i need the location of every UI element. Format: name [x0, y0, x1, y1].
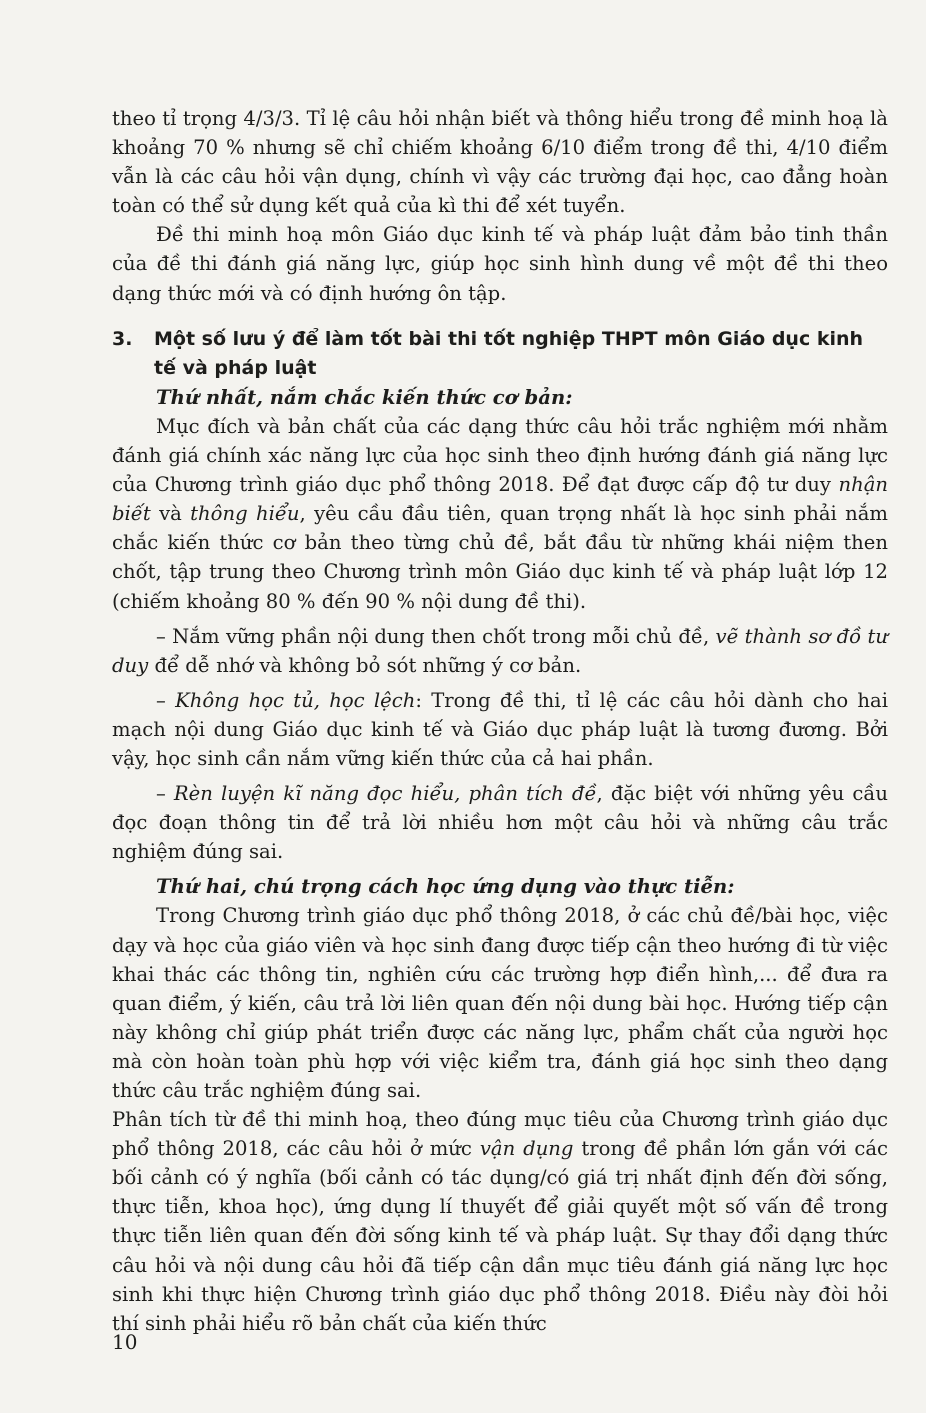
term-van-dung: vận dụng — [479, 1137, 574, 1161]
paragraph-exam-sample: Đề thi minh hoạ môn Giáo dục kinh tế và pháp luật đảm bảo tinh thần của đề thi đánh giá năng lực, giúp học sinh hình dung về một đề thi theo dạng thức mới và có định hướng ôn tập. — [112, 223, 888, 305]
paragraph-purpose: Mục đích và bản chất của các dạng thức câu hỏi trắc nghiệm mới nhằm đánh giá chính xác năng lực của học sinh theo định hướng đánh giá năng lực của Chương trình giáo dục phổ thông 2018. Để đạt được cấp độ tư duy nhận biết và thông hiểu, yêu cầu đầu tiên, quan trọng nhất là học sinh phải nắm chắc kiến thức cơ bản theo từng chủ đề, bắt đầu từ những khái niệm then chốt, tập trung theo Chương trình môn Giáo dục kinh tế và pháp luật lớp 12 (chiếm khoảng 80 % đến 90 % nội dung đề thi). — [112, 414, 888, 613]
bullet-reading-skills: – Rèn luyện kĩ năng đọc hiểu, phân tích đề, đặc biệt với những yêu cầu đọc đoạn thông tin để trả lời nhiều hơn một câu hỏi và những câu trắc nghiệm đúng sai. — [112, 782, 888, 864]
section-heading — [112, 325, 888, 383]
paragraph-continuation: theo tỉ trọng 4/3/3. Tỉ lệ câu hỏi nhận biết và thông hiểu trong đề minh hoạ là khoảng 70 % nhưng sẽ chỉ chiếm khoảng 6/10 điểm trong đề thi, 4/10 điểm vẫn là các câu hỏi vận dụng, chính vì vậy các trường đại học, cao đẳng hoàn toàn có thể sử dụng kết quả của kì thi để xét tuyển. — [112, 107, 888, 218]
bullet-mind-map: – Nắm vững phần nội dung then chốt trong mỗi chủ đề, vẽ thành sơ đồ tư duy để dễ nhớ và không bỏ sót những ý cơ bản. — [112, 624, 888, 677]
subheading-basic-knowledge: Thứ nhất, nắm chắc kiến thức cơ bản: — [156, 385, 573, 409]
section-number: 3. — [112, 327, 133, 350]
section-title: Một số lưu ý để làm tốt bài thi tốt nghiệp THPT môn Giáo dục kinh tế và pháp luật — [154, 327, 864, 379]
term-thong-hieu: thông hiểu — [190, 502, 300, 526]
paragraph-analysis: Phân tích từ đề thi minh hoạ, theo đúng mục tiêu của Chương trình giáo dục phổ thông 2018, các câu hỏi ở mức vận dụng trong đề phần lớn gắn với các bối cảnh có ý nghĩa (bối cảnh có tác dụng/có giá trị nhất định đến đời sống, thực tiễn, khoa học), ứng dụng lí thuyết để giải quyết một số vấn đề trong thực tiễn liên quan đến đời sống kinh tế và pháp luật. Sự thay đổi dạng thức câu hỏi và nội dung câu hỏi đã tiếp cận dần mục tiêu đánh giá năng lực học sinh khi thực hiện Chương trình giáo dục phổ thông 2018. Điều này đòi hỏi thí sinh phải hiểu rõ bản chất của kiến thức — [112, 1108, 888, 1335]
page-number: 10 — [112, 1330, 138, 1354]
term-nhan-biet: nhận biết — [112, 473, 888, 526]
page-body — [112, 104, 888, 1338]
bullet-no-cramming: – Không học tủ, học lệch: Trong đề thi, tỉ lệ các câu hỏi dành cho hai mạch nội dung Giáo dục kinh tế và Giáo dục pháp luật là tương đương. Bởi vậy, học sinh cần nắm vững kiến thức của cả hai phần. — [112, 688, 888, 770]
paragraph-curriculum-approach: Trong Chương trình giáo dục phổ thông 2018, ở các chủ đề/bài học, việc dạy và học của giáo viên và học sinh đang được tiếp cận theo hướng đi từ việc khai thác các thông tin, nghiên cứu các trường hợp điển hình,... để đưa ra quan điểm, ý kiến, câu trả lời liên quan đến nội dung bài học. Hướng tiếp cận này không chỉ giúp phát triển được các năng lực, phẩm chất của người học mà còn hoàn toàn phù hợp với việc kiểm tra, đánh giá học sinh theo dạng thức câu trắc nghiệm đúng sai. — [112, 904, 888, 1102]
subheading-practical-learning: Thứ hai, chú trọng cách học ứng dụng vào thực tiễn: — [156, 875, 735, 899]
